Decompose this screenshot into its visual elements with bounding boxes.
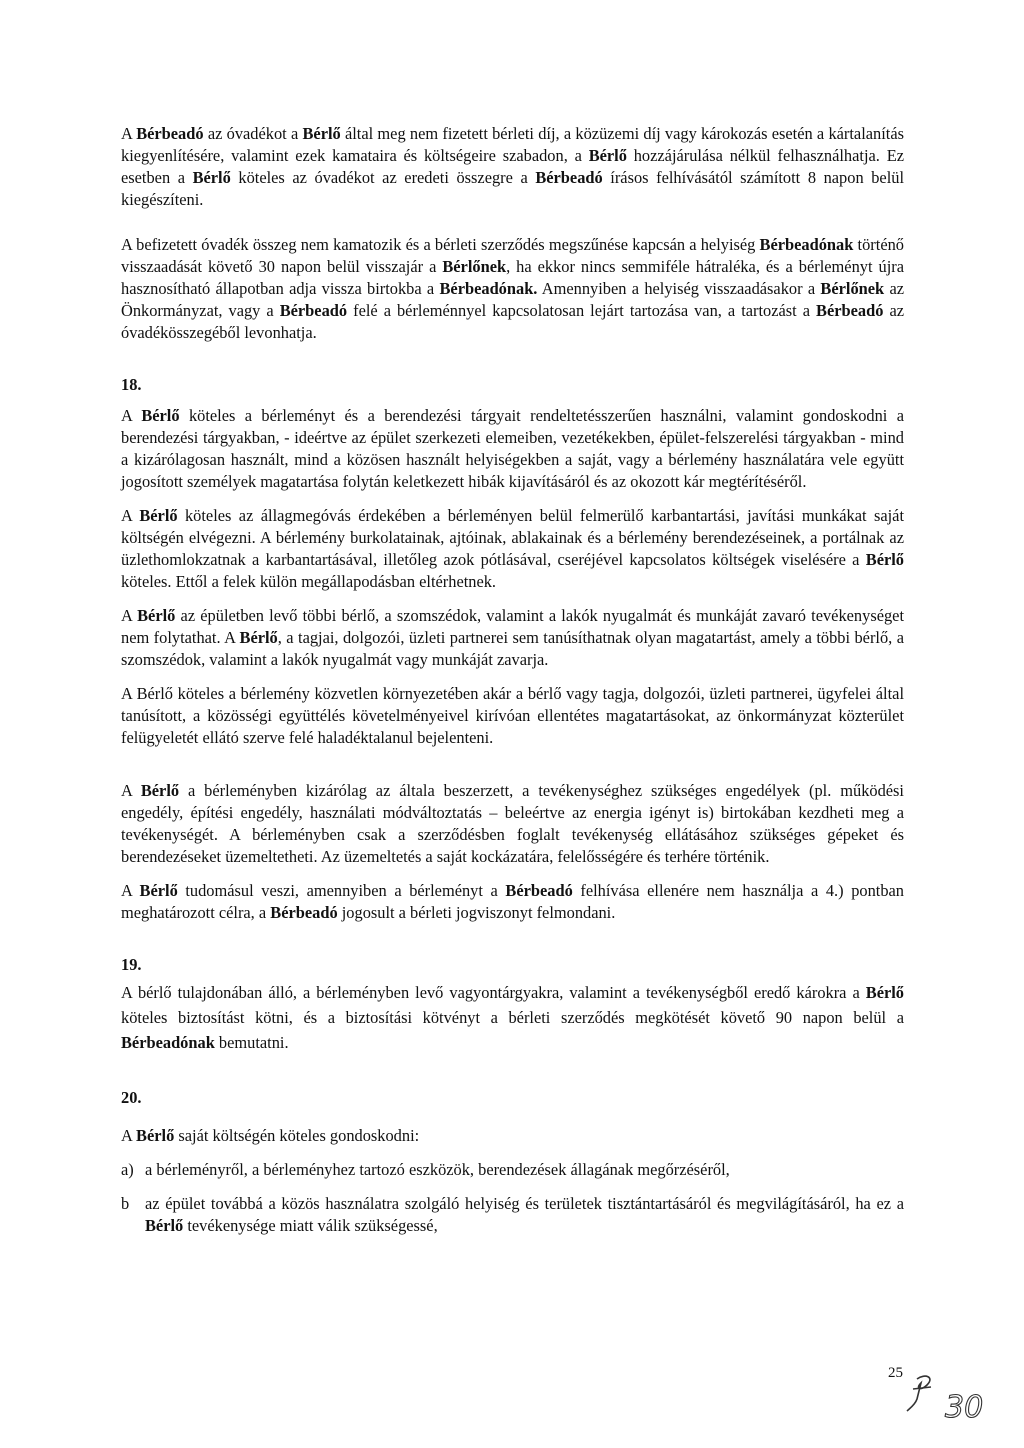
text-run: köteles a bérleményt és a berendezési tárgyait rendeltetésszerűen használni, valamint gondoskodni a berendezési tárgyakban, - ideértve az épület szerkezeti elemeiben, vezetékekben, épület-felszerelési tárgyakban - mind a kizárólagosan használt, mind a közösen használt helyiségekben a saját, vagy a bérlemény használatára vele együtt jogosított személyek magatartása folytán keletkezett hibák kijavításáról és az okozott kár megtérítéséről. (121, 406, 905, 491)
section-heading: 18. (121, 375, 142, 394)
handwritten-initials (895, 1365, 1005, 1425)
text-run: felhívása ellenére nem használja a 4.) pontban meghatározott célra, a (121, 881, 904, 922)
text-run: az épület továbbá a közös használatra szolgáló helyiség és területek tisztántartásáról és megvilágításáról, ha ez a (145, 1194, 904, 1213)
text-run: tudomásul veszi, amennyiben a bérleményt a (177, 881, 506, 900)
text-run: , a tagjai, dolgozói, üzleti partnerei sem tanúsíthatnak olyan magatartást, amely a többi bérlő, a szomszédok, valamint a lakók nyugalmát vagy munkáját zavarja. (121, 628, 904, 669)
bold-term: Bérlő (145, 1216, 184, 1235)
text-run: tevékenysége miatt válik szükségessé, (183, 1216, 438, 1235)
text-run: , ha ekkor nincs semmiféle hátraléka, és a bérleményt újra hasznosítható állapotban adja vissza birtokba a (121, 257, 904, 298)
text-run: felé a bérleménnyel kapcsolatosan lejárt tartozása van, a tartozást a (347, 301, 817, 320)
bold-term: Bérlő (865, 983, 904, 1002)
text-run: a bérleményben kizárólag az általa beszerzett, a tevékenységhez szükséges engedélyek (pl. működési engedély, építési engedély, használati módváltoztatás – beleértve az energia igényt is) birtokában kezdheti meg a tevékenységét. A bérleményben csak a szerződésben foglalt tevékenység ellátásához szükséges gépeket és berendezéseket üzemeltetheti. Az üzemeltetés a saját kockázatára, felelősségére és terhére történik. (121, 781, 904, 866)
text-run: A (121, 1126, 137, 1145)
text-run: A (121, 506, 140, 525)
text-run: által meg nem fizetett bérleti díj, a közüzemi díj vagy károkozás esetén a kártalanítás kiegyenlítésére, valamint ezek kamataira és költségeire szabadon, a (121, 124, 904, 165)
paragraph (121, 505, 904, 593)
text-run: hozzájárulása nélkül felhasználhatja. Ez esetben a (121, 146, 904, 187)
section-heading: 20. (121, 1088, 142, 1107)
list-item-text (145, 1193, 904, 1237)
bold-term: Bérlő (139, 881, 178, 900)
bold-term: Bérlő (137, 606, 176, 625)
text-run: az óvadékot a (203, 124, 303, 143)
bold-term: Bérlő (136, 1126, 175, 1145)
paragraph (121, 234, 904, 344)
text-run: A (121, 124, 137, 143)
bold-term: Bérbeadónak (121, 1033, 215, 1052)
text-run: Amennyiben a helyiség visszaadásakor a (537, 279, 821, 298)
bold-term: Bérlő (141, 406, 180, 425)
bold-term: Bérbeadónak (759, 235, 854, 254)
bold-term: Bérlő (239, 628, 278, 647)
text-run: írásos felhívásától számított 8 napon belül kiegészíteni. (121, 168, 904, 209)
bold-term: Bérbeadó (136, 124, 204, 143)
text-run: a bérleményről, a bérleményhez tartozó eszközök, berendezések állagának megőrzéséről, (145, 1160, 730, 1179)
section-heading: 19. (121, 955, 142, 974)
text-run: köteles. Ettől a felek külön megállapodásban eltérhetnek. (121, 572, 497, 591)
text-run: jogosult a bérleti jogviszonyt felmondani. (337, 903, 616, 922)
text-run: köteles biztosítást kötni, és a biztosítási kötvényt a bérleti szerződés megkötését követő 90 napon belül a (121, 1008, 904, 1027)
bold-term: Bérbeadó (816, 301, 884, 320)
initials-stroke-2 (913, 1387, 931, 1389)
initials-stroke (907, 1376, 930, 1411)
list-item-label: b (121, 1194, 130, 1213)
text-run: A (121, 881, 140, 900)
bold-term: Bérlő (140, 781, 180, 800)
handwritten-number: 30 (945, 1390, 984, 1425)
text-run: köteles az óvadékot az eredeti összegre a (230, 168, 536, 187)
text-run: az óvadékösszegéből levonhatja. (121, 301, 904, 342)
list-item (121, 1159, 904, 1181)
bold-term: Bérlő (865, 550, 904, 569)
text-run: A (121, 406, 142, 425)
bold-term: Bérlőnek (820, 279, 885, 298)
text-run: az épületben levő többi bérlő, a szomszédok, valamint a lakók nyugalmát és munkáját zavaró tevékenységet nem folytathat. A (121, 606, 904, 647)
paragraph (121, 880, 904, 924)
bold-term: Bérbeadó (505, 881, 573, 900)
paragraph (121, 980, 904, 1055)
text-run: A (121, 606, 138, 625)
text-run: A befizetett óvadék összeg nem kamatozik és a bérleti szerződés megszűnése kapcsán a helyiség (121, 235, 760, 254)
paragraph (121, 780, 904, 868)
page-number: 25 (888, 1365, 903, 1381)
paragraph (121, 683, 904, 749)
text-run: A (121, 781, 141, 800)
text-run: köteles az állagmegóvás érdekében a bérleményen belül felmerülő karbantartási, javítási munkákat saját költségén elvégezni. A bérlemény burkolatainak, ajtóinak, ablakainak és a bérlemény berendezéseinek, a portálnak az üzlethomlokzatnak a karbantartásával, illetőleg azok pótlásával, cseréjével kapcsolatos költségek viselésére a (121, 506, 904, 569)
bold-term: Bérbeadó (279, 301, 348, 320)
bold-term: Bérlő (139, 506, 178, 525)
text-run: az Önkormányzat, vagy a (121, 279, 904, 320)
bold-term: Bérbeadónak. (439, 279, 538, 298)
text-run: történő visszaadását követő 30 napon belül visszajár a (121, 235, 904, 276)
bold-term: Bérlőnek (442, 257, 507, 276)
bold-term: Bérlő (302, 124, 341, 143)
paragraph (121, 123, 904, 211)
paragraph (121, 605, 904, 671)
paragraph (121, 1125, 904, 1147)
document-body (121, 123, 904, 1237)
bold-term: Bérbeadó (535, 168, 603, 187)
list-item-label: a) (121, 1160, 134, 1179)
text-run: saját költségén köteles gondoskodni: (174, 1126, 420, 1145)
text-run: A Bérlő köteles a bérlemény közvetlen környezetében akár a bérlő vagy tagja, dolgozói, üzleti partnerei, ügyfelei által tanúsított, a közösségi együttélés követelményeivel kirívóan ellentétes magatartásokat, az önkormányzat közterület felügyeletét ellátó szerve felé haladéktalanul bejelenteni. (121, 684, 904, 747)
bold-term: Bérlő (588, 146, 627, 165)
bold-term: Bérbeadó (270, 903, 338, 922)
list-item-text (145, 1159, 904, 1181)
paragraph (121, 405, 904, 493)
text-run: A bérlő tulajdonában álló, a bérleményben levő vagyontárgyakra, valamint a tevékenységből eredő károkra a (121, 983, 866, 1002)
bold-term: Bérlő (192, 168, 231, 187)
text-run: bemutatni. (214, 1033, 289, 1052)
list-item (121, 1193, 904, 1237)
